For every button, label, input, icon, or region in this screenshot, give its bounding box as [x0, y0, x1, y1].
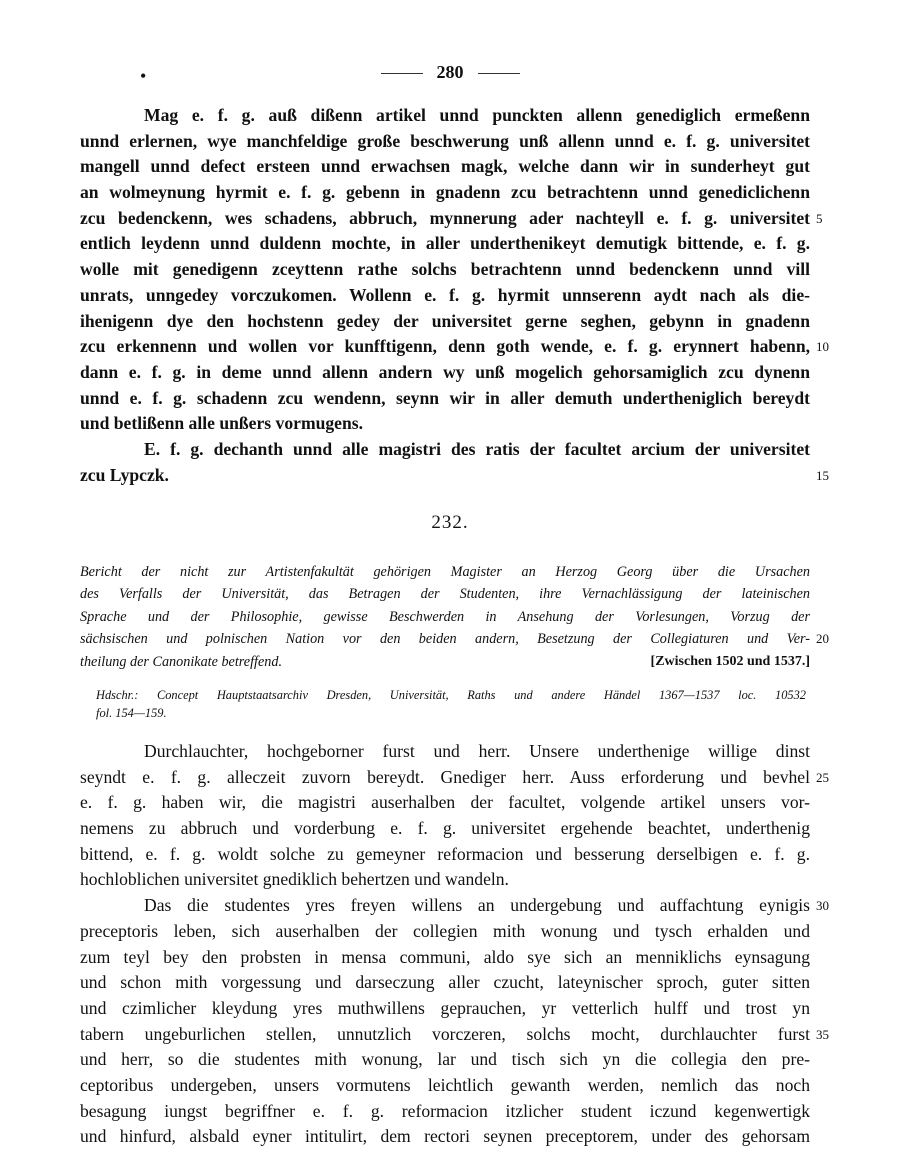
page-number: 280: [436, 62, 464, 82]
text-line-wrap: [80, 463, 829, 489]
text-line: Mag e. f. g. auß dißenn artikel unnd punckten allenn genediglich ermeßenn: [144, 105, 810, 125]
stray-dot-mark: •: [140, 66, 147, 86]
date-note: [Zwischen 1502 und 1537.]: [650, 653, 810, 669]
text-line: und schon mith vorgessung und darseczung aller czucht, lateynischer sproch, guter sitten: [80, 972, 810, 993]
text-line-wrap: [80, 765, 829, 791]
header-rule-left: [381, 73, 423, 74]
text-line: zcu bedenckenn, wes schadens, abbruch, mynnerung ader nachteyll e. f. g. universitet: [80, 207, 810, 228]
summary-line-wrap: [80, 628, 829, 650]
text-line: bittend, e. f. g. woldt solche zu gemeyner reformacion und besserung derselbigen e. f. g.: [80, 843, 810, 864]
summary-line-wrap: [80, 651, 810, 673]
header-rule-right: [478, 73, 520, 74]
document-summary: [80, 561, 829, 673]
line-number: 25: [816, 769, 829, 785]
line-number: 30: [816, 898, 829, 914]
text-line: zcu erkennenn und wollen vor kunfftigenn, denn goth wende, e. f. g. erynnert habenn,: [80, 336, 810, 357]
letter-1-text: [80, 103, 829, 488]
text-line: mangell unnd defect ersteen unnd erwachsen magk, welche dann wir in sunderheyt gut: [80, 156, 810, 177]
letter-2-text: [80, 739, 829, 1150]
line-number: 35: [816, 1026, 829, 1042]
text-line: e. f. g. haben wir, die magistri auserhalben der facultet, volgende artikel unsers vor-: [80, 792, 810, 813]
text-line: wolle mit genedigenn zceyttenn rathe solchs betrachtenn unnd bedenckenn unnd vill: [80, 259, 810, 280]
text-line: und betlißenn alle unßers vormugens.: [80, 413, 364, 434]
line-number: 15: [816, 467, 829, 483]
summary-line: des Verfalls der Universität, das Betragen der Studenten, ihre Vernachlässigung der lateinischen: [80, 586, 810, 603]
text-line: zum teyl bey den probsten in mensa communi, aldo sye sich an menniklichs eynsagung: [80, 946, 810, 967]
text-line: und hinfurd, alsbald eyner intitulirt, dem rectori seynen preceptorem, under des gehorsam: [80, 1126, 810, 1147]
text-line-wrap: [80, 893, 829, 919]
text-line-wrap: [80, 334, 829, 360]
source-line: Hdschr.: Concept Hauptstaatsarchiv Dresden, Universität, Raths und andere Händel 1367—1537 loc. 10532: [96, 688, 806, 702]
summary-line: Sprache und der Philosophie, gewisse Beschwerden in Ansehung der Vorlesungen, Vorzug der: [80, 608, 810, 625]
text-line: nemens zu abbruch und vorderbung e. f. g. universitet ergehende beachtet, underthenig: [80, 818, 810, 839]
summary-line: sächsischen und polnischen Nation vor den beiden andern, Besetzung der Collegiaturen und Ver-: [80, 631, 810, 648]
text-line: unnd e. f. g. schadenn zcu wendenn, seynn wir in aller demuth undertheniglich bereydt: [80, 387, 810, 408]
text-line: entlich leydenn unnd duldenn mochte, in aller underthenikeyt demutigk bittende, e. f. g.: [80, 233, 810, 254]
text-line: besagung iungst begriffner e. f. g. reformacion itzlicher student iczund kegenwertigk: [80, 1100, 810, 1121]
text-line: ceptoribus undergeben, unsers vormutens leichtlich gewanth werden, nemlich das noch: [80, 1074, 810, 1095]
source-line: fol. 154—159.: [96, 706, 167, 720]
source-note: [96, 686, 806, 722]
text-line: hochloblichen universitet gnediklich behertzen und wandeln.: [80, 869, 509, 890]
summary-line: Bericht der nicht zur Artistenfakultät gehörigen Magister an Herzog Georg über die Ursachen: [80, 564, 810, 580]
text-line: E. f. g. dechanth unnd alle magistri des ratis der facultet arcium der universitet: [144, 438, 810, 459]
text-line: unnd erlernen, wye manchfeldige große beschwerung unß allenn unnd e. f. g. universitet: [80, 130, 810, 151]
line-number: 20: [816, 631, 829, 647]
text-line: und czimlicher kleydung yres muthwillens geprauchen, yr vetterlich hulff und trost yn: [80, 997, 810, 1018]
text-line: tabern ungeburlichen stellen, unnutzlich vorczeren, solchs mocht, durchlauchter furst: [80, 1023, 810, 1044]
text-line: seyndt e. f. g. alleczeit zuvorn bereydt. Gnediger herr. Auss erforderung und bevhel: [80, 766, 810, 787]
text-line: Durchlauchter, hochgeborner furst und herr. Unsere underthenige willige dinst: [144, 741, 810, 761]
text-line-wrap: [80, 1022, 829, 1048]
text-line-wrap: [80, 206, 823, 232]
summary-line: theilung der Canonikate betreffend.: [80, 653, 282, 670]
page-header: [0, 62, 900, 88]
text-line: preceptoris leben, sich auserhalben der collegien mith wonung und tysch erhalden und: [80, 920, 810, 941]
text-line: unrats, unngedey vorczukomen. Wollenn e. f. g. hyrmit unnserenn aydt nach als die-: [80, 284, 810, 305]
line-number: 5: [816, 210, 823, 226]
text-line: Das die studentes yres freyen willens an undergebung und auffachtung eynigis: [144, 895, 810, 916]
document-number: 232.: [431, 512, 469, 533]
text-line: und herr, so die studentes mith wonung, lar und tisch sich yn die collegia den pre-: [80, 1049, 810, 1070]
line-number: 10: [816, 339, 829, 355]
text-line: zcu Lypczk.: [80, 464, 169, 485]
text-line: an wolmeynung hyrmit e. f. g. gebenn in gnadenn zcu betrachtenn unnd genediclichenn: [80, 182, 810, 203]
text-line: dann e. f. g. in deme unnd allenn andern wy unß mogelich gehorsamiglich zcu dynenn: [80, 361, 810, 382]
text-line: ihenigenn dye den hochstenn gedey der universitet gerne seghen, gebynn in gnadenn: [80, 310, 810, 331]
